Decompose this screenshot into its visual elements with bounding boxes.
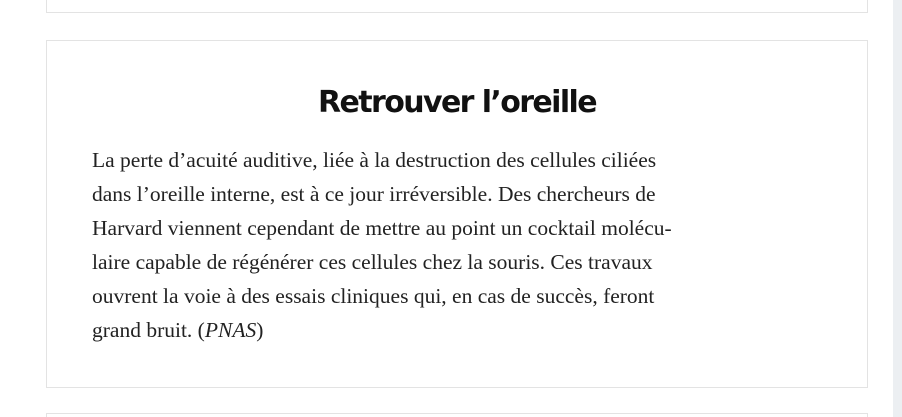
body-line-prefix: grand bruit. (	[92, 318, 205, 342]
body-line: dans l’oreille interne, est à ce jour irréversible. Des chercheurs de	[92, 182, 656, 206]
page-scrollbar-track[interactable]	[893, 0, 902, 417]
article-body	[92, 143, 827, 347]
body-line: Harvard viennent cependant de mettre au point un cocktail molécu-	[92, 216, 672, 240]
body-line: laire capable de régénérer ces cellules chez la souris. Ces travaux	[92, 250, 653, 274]
body-line: ouvrent la voie à des essais cliniques qui, en cas de succès, feront	[92, 284, 655, 308]
body-line: La perte d’acuité auditive, liée à la destruction des cellules ciliées	[92, 148, 657, 172]
article-title: Retrouver l’oreille	[318, 85, 596, 120]
article-card	[46, 40, 868, 388]
journal-citation: PNAS	[204, 318, 257, 342]
body-line-suffix: )	[256, 318, 264, 342]
previous-article-card	[46, 0, 868, 13]
next-article-card	[46, 413, 868, 417]
